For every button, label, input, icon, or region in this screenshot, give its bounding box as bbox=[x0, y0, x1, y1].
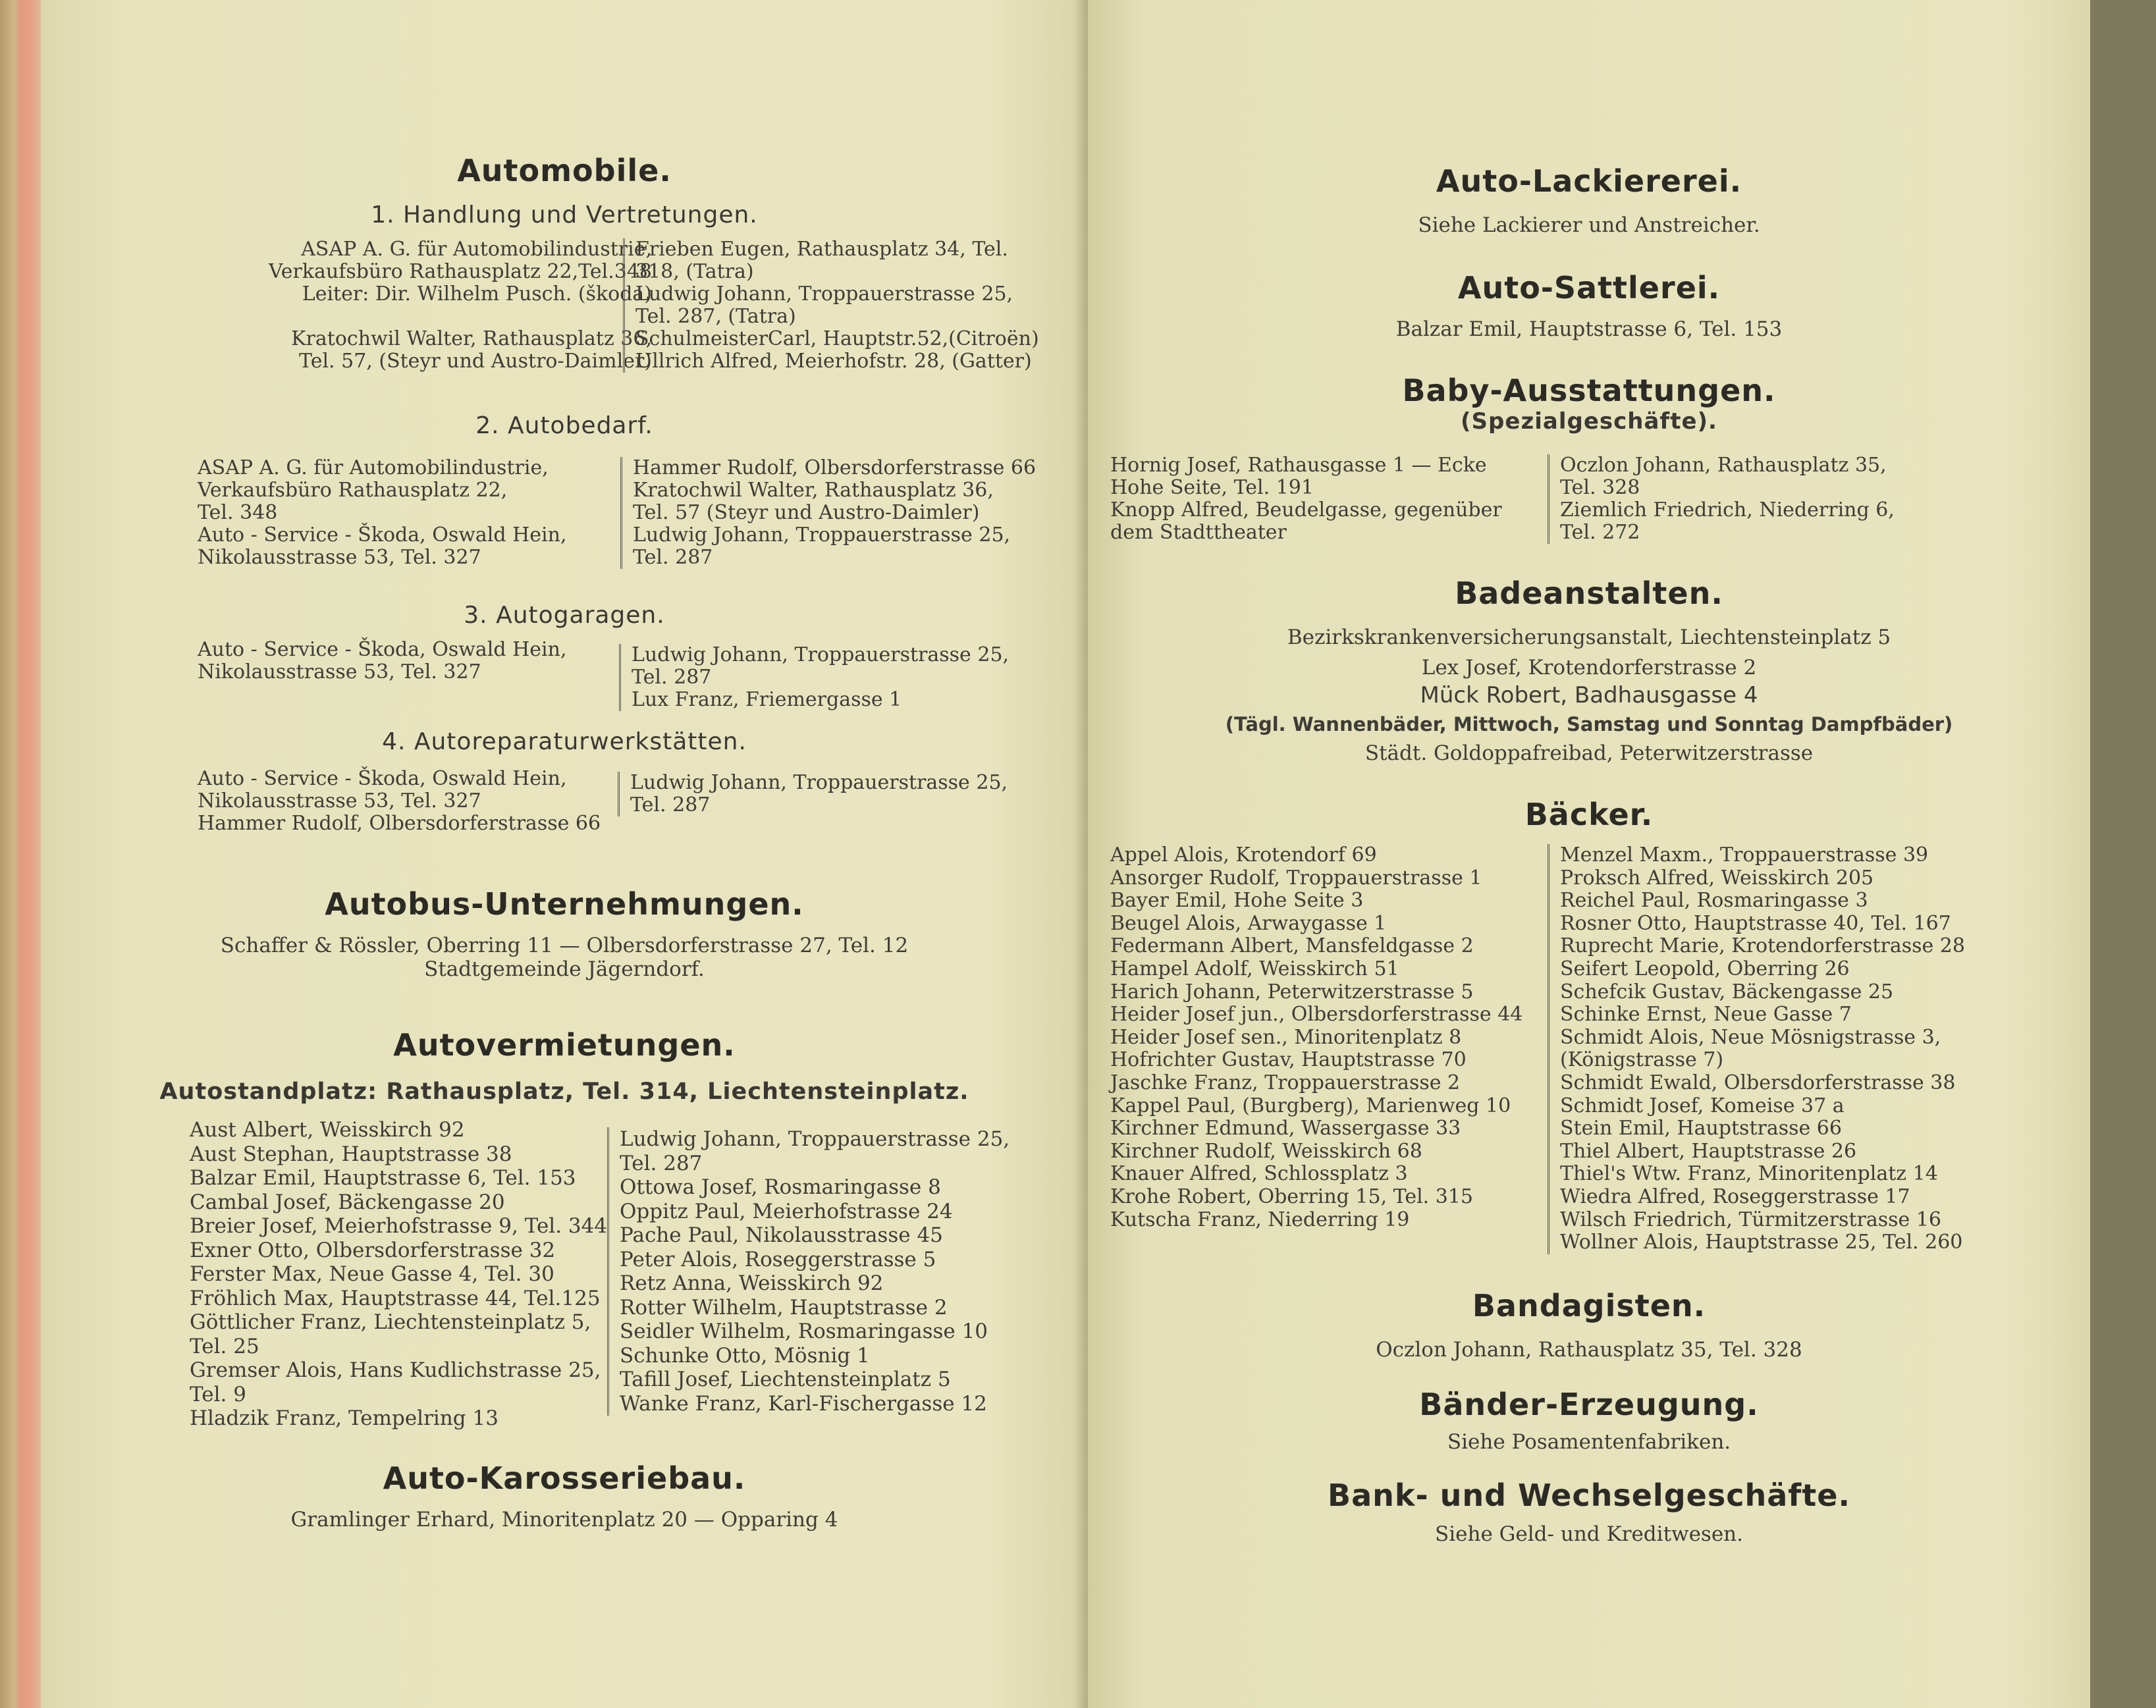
list-autogaragen-col2 bbox=[619, 644, 1106, 711]
entry-line: Nikolausstrasse 53, Tel. 327 bbox=[198, 546, 481, 569]
entry-line: Verkaufsbüro Rathausplatz 22, bbox=[198, 479, 508, 502]
entry-line: Schmidt Ewald, Olbersdorferstrasse 38 bbox=[1560, 1071, 1956, 1094]
subheading-spezialgeschaefte: (Spezialgeschäfte). bbox=[1461, 408, 1717, 435]
right-page bbox=[1088, 0, 2090, 1708]
entry-line: Cambal Josef, Bäckengasse 20 bbox=[190, 1190, 505, 1214]
entry-line: (Königstrasse 7) bbox=[1560, 1048, 1724, 1072]
entry-line: Schefcik Gustav, Bäckengasse 25 bbox=[1560, 980, 1894, 1003]
bad-entry-3: Mück Robert, Badhausgasse 4 bbox=[1420, 682, 1758, 708]
entry-line: Gremser Alois, Hans Kudlichstrasse 25, bbox=[190, 1358, 601, 1382]
entry-line: Retz Anna, Weisskirch 92 bbox=[620, 1271, 884, 1295]
entry-line: Wiedra Alfred, Roseggerstrasse 17 bbox=[1560, 1185, 1910, 1208]
entry-line: Stadtgemeinde Jägerndorf. bbox=[424, 957, 705, 981]
entry-line: Exner Otto, Olbersdorferstrasse 32 bbox=[190, 1238, 556, 1262]
entry-line: Ferster Max, Neue Gasse 4, Tel. 30 bbox=[190, 1262, 554, 1286]
entry-line: Tel. 328 bbox=[1560, 476, 1640, 499]
entry-line: Pache Paul, Nikolausstrasse 45 bbox=[620, 1223, 943, 1247]
heading-karosseriebau: Auto-Karosseriebau. bbox=[383, 1460, 746, 1496]
entry-line: Rosner Otto, Hauptstrasse 40, Tel. 167 bbox=[1560, 911, 1951, 935]
heading-lackiererei: Auto-Lackiererei. bbox=[1436, 163, 1742, 199]
entry-line: Ansorger Rudolf, Troppauerstrasse 1 bbox=[1110, 866, 1482, 890]
entry-line: dem Stadttheater bbox=[1110, 521, 1287, 544]
entry-line: ASAP A. G. für Automobilindustrie, bbox=[301, 238, 652, 261]
entry-line: Hofrichter Gustav, Hauptstrasse 70 bbox=[1110, 1048, 1467, 1072]
entry-line: Hampel Adolf, Weisskirch 51 bbox=[1110, 957, 1399, 980]
entry-line: Nikolausstrasse 53, Tel. 327 bbox=[198, 660, 481, 683]
entry-line: Göttlicher Franz, Liechtensteinplatz 5, bbox=[190, 1310, 591, 1334]
entry-line: Thiel Albert, Hauptstrasse 26 bbox=[1560, 1139, 1857, 1163]
heading-baby: Baby-Ausstattungen. bbox=[1402, 373, 1776, 408]
bad-entry-5: Städt. Goldoppafreibad, Peterwitzerstrasse bbox=[1364, 741, 1814, 765]
entry-line: Tafill Josef, Liechtensteinplatz 5 bbox=[620, 1368, 951, 1391]
entry-line: Ludwig Johann, Troppauerstrasse 25, bbox=[632, 643, 1010, 666]
entry-line: Menzel Maxm., Troppauerstrasse 39 bbox=[1560, 843, 1929, 867]
entry-line: Thiel's Wtw. Franz, Minoritenplatz 14 bbox=[1560, 1162, 1938, 1186]
entry-line: Verkaufsbüro Rathausplatz 22,Tel.348 bbox=[268, 260, 652, 283]
entry-line: Heider Josef jun., Olbersdorferstrasse 44 bbox=[1110, 1003, 1523, 1027]
heading-badeanstalten: Badeanstalten. bbox=[1455, 575, 1723, 611]
entry-line: Harich Johann, Peterwitzerstrasse 5 bbox=[1110, 980, 1474, 1003]
entry-line: Hornig Josef, Rathausgasse 1 — Ecke bbox=[1110, 454, 1487, 477]
autobus-entries bbox=[41, 934, 1088, 981]
bad-entry-1: Bezirkskrankenversicherungsanstalt, Liechtensteinplatz 5 bbox=[1287, 626, 1891, 649]
entry-line: Tel. 287 bbox=[630, 793, 711, 816]
karosseriebau-entry: Gramlinger Erhard, Minoritenplatz 20 — Opparing 4 bbox=[290, 1508, 838, 1532]
entry-line: Ziemlich Friedrich, Niederring 6, bbox=[1560, 498, 1895, 521]
entry-line: Tel. 287, (Tatra) bbox=[635, 305, 796, 328]
entry-line: Stein Emil, Hauptstrasse 66 bbox=[1560, 1117, 1842, 1140]
entry-line: SchulmeisterCarl, Hauptstr.52,(Citroën) bbox=[635, 327, 1039, 350]
entry-line: Lux Franz, Friemergasse 1 bbox=[632, 688, 902, 711]
list-autovermietungen-col1 bbox=[190, 1118, 644, 1431]
list-baecker-col2 bbox=[1548, 844, 2021, 1254]
entry-line: Tel. 348 bbox=[198, 501, 278, 524]
entry-line: Kirchner Rudolf, Weisskirch 68 bbox=[1110, 1139, 1422, 1163]
list-autobedarf-col1 bbox=[198, 457, 645, 569]
entry-line: Wanke Franz, Karl-Fischergasse 12 bbox=[620, 1391, 987, 1416]
entry-line bbox=[204, 306, 652, 328]
entry-line: Tel. 9 bbox=[190, 1382, 246, 1406]
baender-entry: Siehe Posamentenfabriken. bbox=[1447, 1430, 1731, 1454]
entry-line: Appel Alois, Krotendorf 69 bbox=[1110, 843, 1377, 867]
book-edge bbox=[0, 0, 46, 1708]
entry-line: Jaschke Franz, Troppauerstrasse 2 bbox=[1110, 1071, 1461, 1094]
entry-line: Aust Albert, Weisskirch 92 bbox=[190, 1118, 465, 1142]
list-autoreparatur-col1 bbox=[198, 768, 645, 835]
entry-line: Tel. 287 bbox=[632, 666, 712, 689]
entry-line: Schaffer & Rössler, Oberring 11 — Olbersdorferstrasse 27, Tel. 12 bbox=[220, 934, 909, 957]
entry-line: Peter Alois, Roseggerstrasse 5 bbox=[620, 1247, 936, 1271]
bank-entry: Siehe Geld- und Kreditwesen. bbox=[1435, 1522, 1743, 1546]
entry-line: Kappel Paul, (Burgberg), Marienweg 10 bbox=[1110, 1094, 1511, 1117]
entry-line: Tel. 272 bbox=[1560, 521, 1640, 544]
entry-line: Seidler Wilhelm, Rosmaringasse 10 bbox=[620, 1320, 988, 1343]
entry-line: Breier Josef, Meierhofstrasse 9, Tel. 344 bbox=[190, 1214, 608, 1238]
entry-line: Heider Josef sen., Minoritenplatz 8 bbox=[1110, 1025, 1462, 1049]
list-handlung-col1 bbox=[204, 238, 652, 373]
entry-line: Ruprecht Marie, Krotendorferstrasse 28 bbox=[1560, 934, 1965, 958]
heading-autovermietungen: Autovermietungen. bbox=[393, 1027, 736, 1063]
subheading-autostandplatz: Autostandplatz: Rathausplatz, Tel. 314, Liechtensteinplatz. bbox=[159, 1079, 969, 1105]
entry-line: Oppitz Paul, Meierhofstrasse 24 bbox=[620, 1199, 953, 1223]
entry-line: Ludwig Johann, Troppauerstrasse 25, bbox=[635, 282, 1013, 306]
heading-bank: Bank- und Wechselgeschäfte. bbox=[1328, 1478, 1850, 1513]
entry-line: Hladzik Franz, Tempelring 13 bbox=[190, 1406, 499, 1430]
entry-line: Knopp Alfred, Beudelgasse, gegenüber bbox=[1110, 498, 1502, 521]
entry-line: Proksch Alfred, Weisskirch 205 bbox=[1560, 866, 1874, 890]
entry-line: Tel. 287 bbox=[633, 546, 713, 569]
entry-line: Ullrich Alfred, Meierhofstr. 28, (Gatter) bbox=[635, 350, 1032, 373]
heading-autobus: Autobus-Unternehmungen. bbox=[325, 886, 804, 922]
list-baecker-col1 bbox=[1110, 844, 1545, 1231]
subheading-autobedarf: 2. Autobedarf. bbox=[475, 412, 653, 439]
list-autobedarf-col2 bbox=[620, 457, 1107, 569]
entry-line: Auto - Service - Škoda, Oswald Hein, bbox=[198, 638, 567, 661]
entry-line: 318, (Tatra) bbox=[635, 260, 754, 283]
entry-line: Leiter: Dir. Wilhelm Pusch. (škoda) bbox=[302, 282, 652, 306]
entry-line: Fröhlich Max, Hauptstrasse 44, Tel.125 bbox=[190, 1286, 601, 1310]
entry-line: Tel. 57 (Steyr und Austro-Daimler) bbox=[633, 501, 980, 524]
subheading-autogaragen: 3. Autogaragen. bbox=[464, 602, 665, 629]
entry-line: Schmidt Josef, Komeise 37 a bbox=[1560, 1094, 1845, 1117]
list-baby-col1 bbox=[1110, 454, 1532, 544]
entry-line: Schinke Ernst, Neue Gasse 7 bbox=[1560, 1003, 1852, 1027]
entry-line: Oczlon Johann, Rathausplatz 35, bbox=[1560, 454, 1887, 477]
entry-line: Tel. 287 bbox=[620, 1151, 703, 1175]
entry-line: Nikolausstrasse 53, Tel. 327 bbox=[198, 789, 481, 813]
entry-line: Ludwig Johann, Troppauerstrasse 25, bbox=[620, 1127, 1010, 1151]
lackiererei-entry: Siehe Lackierer und Anstreicher. bbox=[1418, 213, 1760, 237]
heading-bandagisten: Bandagisten. bbox=[1472, 1288, 1706, 1323]
entry-line: Frieben Eugen, Rathausplatz 34, Tel. bbox=[635, 238, 1008, 261]
entry-line: Hammer Rudolf, Olbersdorferstrasse 66 bbox=[198, 812, 601, 835]
entry-line: Ludwig Johann, Troppauerstrasse 25, bbox=[630, 771, 1008, 794]
list-autoreparatur-col2 bbox=[618, 772, 1104, 816]
entry-line: Krohe Robert, Oberring 15, Tel. 315 bbox=[1110, 1185, 1474, 1208]
list-baby-col2 bbox=[1548, 454, 1981, 544]
entry-line: Bayer Emil, Hohe Seite 3 bbox=[1110, 889, 1364, 913]
entry-line: Tel. 25 bbox=[190, 1334, 259, 1358]
entry-line: Hohe Seite, Tel. 191 bbox=[1110, 476, 1314, 499]
bandagisten-entry: Oczlon Johann, Rathausplatz 35, Tel. 328 bbox=[1376, 1338, 1802, 1362]
entry-line: Knauer Alfred, Schlossplatz 3 bbox=[1110, 1162, 1408, 1186]
entry-line: Rotter Wilhelm, Hauptstrasse 2 bbox=[620, 1295, 948, 1320]
entry-line: Beugel Alois, Arwaygasse 1 bbox=[1110, 911, 1387, 935]
entry-line: Ottowa Josef, Rosmaringasse 8 bbox=[620, 1175, 941, 1199]
entry-line: Seifert Leopold, Oberring 26 bbox=[1560, 957, 1850, 980]
entry-line: Federmann Albert, Mansfeldgasse 2 bbox=[1110, 934, 1474, 958]
bad-entry-2: Lex Josef, Krotendorferstrasse 2 bbox=[1421, 656, 1757, 680]
entry-line: Auto - Service - Škoda, Oswald Hein, bbox=[198, 767, 567, 790]
entry-line: Tel. 57, (Steyr und Austro-Daimler) bbox=[299, 350, 652, 373]
heading-automobile: Automobile. bbox=[457, 153, 672, 188]
list-autovermietungen-col2 bbox=[607, 1127, 1094, 1416]
entry-line: Wollner Alois, Hauptstrasse 25, Tel. 260 bbox=[1560, 1231, 1963, 1254]
entry-line: Balzar Emil, Hauptstrasse 6, Tel. 153 bbox=[190, 1166, 576, 1190]
heading-sattlerei: Auto-Sattlerei. bbox=[1457, 270, 1721, 306]
entry-line: Wilsch Friedrich, Türmitzerstrasse 16 bbox=[1560, 1208, 1941, 1231]
heading-baecker: Bäcker. bbox=[1524, 797, 1654, 832]
heading-baender: Bänder-Erzeugung. bbox=[1419, 1387, 1759, 1422]
entry-line: Kutscha Franz, Niederring 19 bbox=[1110, 1208, 1410, 1231]
entry-line: Hammer Rudolf, Olbersdorferstrasse 66 bbox=[633, 456, 1037, 479]
list-handlung-col2 bbox=[623, 238, 1110, 373]
entry-line: Kirchner Edmund, Wassergasse 33 bbox=[1110, 1117, 1461, 1140]
list-autogaragen-col1 bbox=[198, 639, 645, 683]
subheading-autoreparatur: 4. Autoreparaturwerkstätten. bbox=[382, 728, 747, 755]
background-outside bbox=[2090, 0, 2156, 1708]
entry-line: Schmidt Alois, Neue Mösnigstrasse 3, bbox=[1560, 1025, 1941, 1049]
entry-line: Kratochwil Walter, Rathausplatz 36, bbox=[291, 327, 652, 350]
sattlerei-entry: Balzar Emil, Hauptstrasse 6, Tel. 153 bbox=[1395, 317, 1783, 341]
entry-line: Ludwig Johann, Troppauerstrasse 25, bbox=[633, 523, 1011, 547]
entry-line: Reichel Paul, Rosmaringasse 3 bbox=[1560, 889, 1868, 913]
entry-line: Kratochwil Walter, Rathausplatz 36, bbox=[633, 479, 994, 502]
entry-line: ASAP A. G. für Automobilindustrie, bbox=[198, 456, 549, 479]
left-page bbox=[41, 0, 1088, 1708]
entry-line: Schunke Otto, Mösnig 1 bbox=[620, 1343, 870, 1368]
bad-entry-4: (Tägl. Wannenbäder, Mittwoch, Samstag und Sonntag Dampfbäder) bbox=[1225, 713, 1953, 735]
entry-line: Aust Stephan, Hauptstrasse 38 bbox=[190, 1142, 512, 1166]
subheading-handlung: 1. Handlung und Vertretungen. bbox=[371, 201, 758, 228]
entry-line: Auto - Service - Škoda, Oswald Hein, bbox=[198, 523, 567, 547]
